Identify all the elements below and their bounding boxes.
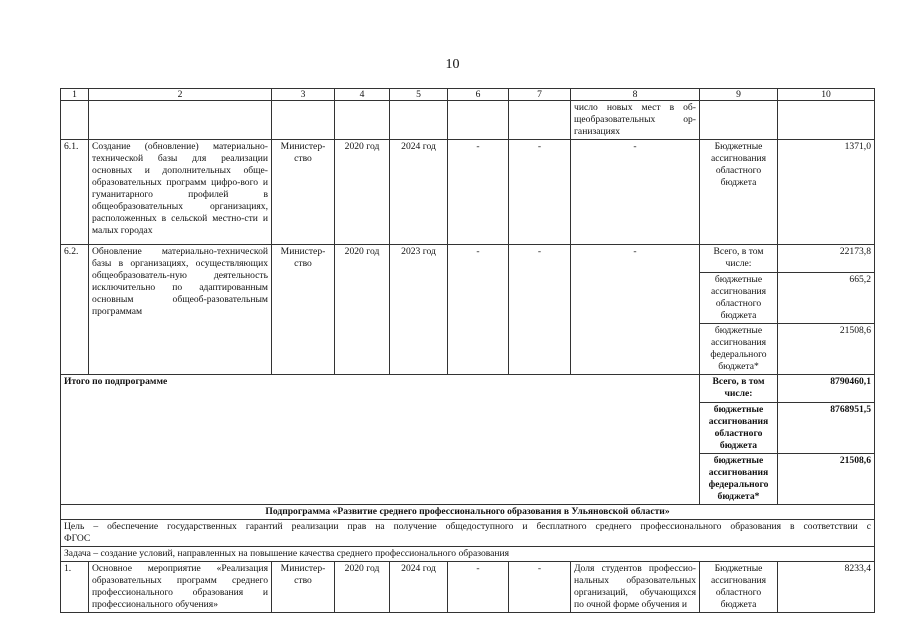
indicator-cell: число новых мест в об-щеобразовательных ор-ганизациях <box>571 101 700 140</box>
col6-cell: - <box>448 561 509 612</box>
indicator-cell: - <box>571 139 700 244</box>
col7-cell: - <box>509 139 571 244</box>
col-header: 1 <box>61 89 89 101</box>
funding-source: бюджетные ассигнования федерального бюджета* <box>700 323 778 374</box>
table-row-6-2 <box>61 244 875 272</box>
col6-cell: - <box>448 139 509 244</box>
col-header: 4 <box>335 89 390 101</box>
indicator-cell: - <box>571 244 700 374</box>
col6-cell: - <box>448 244 509 374</box>
funding-amount: 21508,6 <box>778 323 875 374</box>
goal-row <box>61 519 875 546</box>
activity-name: Основное мероприятие «Реализация образовательных программ среднего профессионального образования и профессионального обучения» <box>89 561 272 612</box>
start-year: 2020 год <box>335 139 390 244</box>
subprogram-task: Задача – создание условий, направленных на повышение качества среднего профессионального образования <box>61 546 875 561</box>
activity-name: Обновление материально-технической базы в организациях, осуществляющих общеобразователь-ную деятельность исключительно по адаптированным основным общеоб-разовательным программам <box>89 244 272 374</box>
funding-source: бюджетные ассигнования областного бюджета <box>700 272 778 323</box>
row-number: 1. <box>61 561 89 612</box>
task-row <box>61 546 875 561</box>
table-row-continuation <box>61 101 875 140</box>
executor-cell: Министер-ство <box>272 561 335 612</box>
total-source: бюджетные ассигнования областного бюджета <box>700 402 778 453</box>
total-row <box>61 374 875 402</box>
row-number: 6.1. <box>61 139 89 244</box>
program-table <box>60 88 875 613</box>
end-year: 2023 год <box>390 244 448 374</box>
start-year: 2020 год <box>335 561 390 612</box>
page-number: 10 <box>445 57 460 72</box>
end-year: 2024 год <box>390 139 448 244</box>
funding-amount: 1371,0 <box>778 139 875 244</box>
total-amount: 21508,6 <box>778 453 875 504</box>
funding-source: Бюджетные ассигнования областного бюджета <box>700 139 778 244</box>
table-row-6-1 <box>61 139 875 244</box>
col7-cell: - <box>509 561 571 612</box>
col-header: 6 <box>448 89 509 101</box>
subprogram-title-row <box>61 504 875 519</box>
activity-name: Создание (обновление) материально-технической базы для реализации основных и дополнительных обще-образовательных программ цифро-вого и гуманитарного профилей в общеобразовательных организациях, расположенных в сельской местно-сти и малых городах <box>89 139 272 244</box>
col-header: 10 <box>778 89 875 101</box>
funding-source: Всего, в том числе: <box>700 244 778 272</box>
column-number-row <box>61 89 875 101</box>
col-header: 7 <box>509 89 571 101</box>
total-source: Всего, в том числе: <box>700 374 778 402</box>
col-header: 3 <box>272 89 335 101</box>
col-header: 2 <box>89 89 272 101</box>
col7-cell: - <box>509 244 571 374</box>
executor-cell: Министер-ство <box>272 139 335 244</box>
row-number: 6.2. <box>61 244 89 374</box>
subprogram-goal: Цель – обеспечение государственных гарантий реализации прав на получение общедоступного и бесплатного среднего профессионального образования в соответствии с ФГОС <box>61 519 875 546</box>
funding-amount: 8233,4 <box>778 561 875 612</box>
total-amount: 8790460,1 <box>778 374 875 402</box>
funding-amount: 665,2 <box>778 272 875 323</box>
col-header: 9 <box>700 89 778 101</box>
funding-amount: 22173,8 <box>778 244 875 272</box>
funding-source: Бюджетные ассигнования областного бюджета <box>700 561 778 612</box>
col-header: 8 <box>571 89 700 101</box>
start-year: 2020 год <box>335 244 390 374</box>
col-header: 5 <box>390 89 448 101</box>
total-source: бюджетные ассигнования федерального бюджета* <box>700 453 778 504</box>
executor-cell: Министер-ство <box>272 244 335 374</box>
subprogram-title: Подпрограмма «Развитие среднего профессионального образования в Ульяновской области» <box>61 504 875 519</box>
table-row-1 <box>61 561 875 612</box>
total-amount: 8768951,5 <box>778 402 875 453</box>
total-label: Итого по подпрограмме <box>61 374 700 504</box>
indicator-cell: Доля студентов профессио-нальных образовательных организаций, обучающихся по очной форме обучения и <box>571 561 700 612</box>
end-year: 2024 год <box>390 561 448 612</box>
